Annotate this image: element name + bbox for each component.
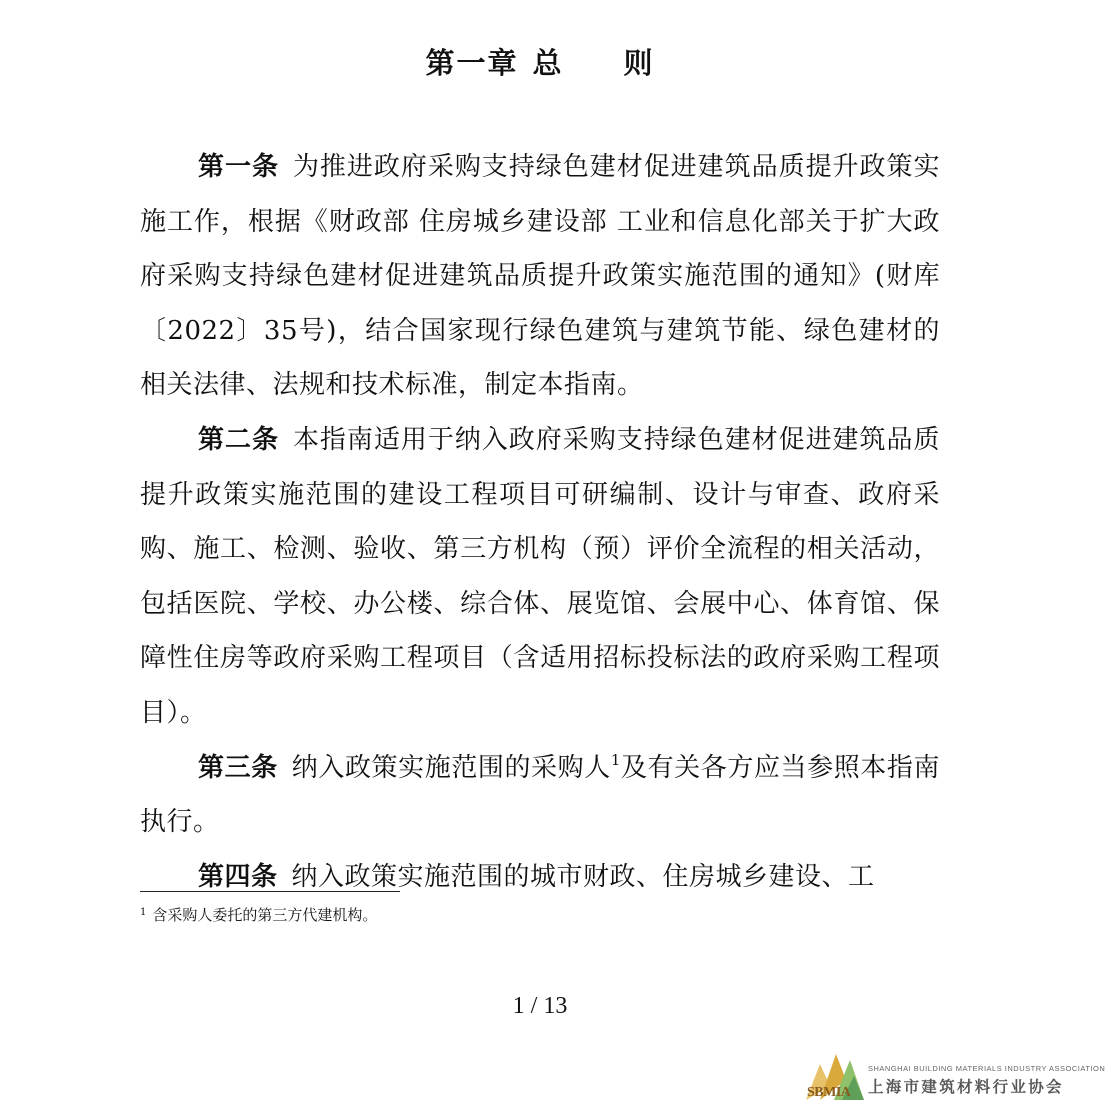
footnote (140, 904, 377, 926)
association-watermark (806, 1050, 1105, 1106)
chapter-number: 第一章 (425, 46, 519, 80)
article-text: 本指南适用于纳入政府采购支持绿色建材促进建筑品质提升政策实施范围的建设工程项目可研编制、设计与审查、政府采购、施工、检测、验收、第三方机构（预）评价全流程的相关活动，包括医院、学校、办公楼、综合体、展览馆、会展中心、体育馆、保障性住房等政府采购工程项目（含适用招标投标法的政府采购工程项目）。 (140, 424, 940, 728)
watermark-chinese-name: 上海市建筑材料行业协会 (868, 1078, 1064, 1096)
article-text: 纳入政策实施范围的采购人 (291, 752, 611, 783)
article-text: 及有关各方应当参照本指南执行。 (140, 752, 940, 838)
body-text (140, 140, 940, 904)
article-number: 第二条 (198, 424, 279, 455)
article-1 (140, 140, 940, 413)
article-3 (140, 741, 940, 850)
footnote-reference[interactable]: 1 (610, 750, 621, 769)
page-number: 1 / 13 (512, 993, 568, 1019)
article-text: 纳入政策实施范围的城市财政、住房城乡建设、工 (291, 861, 875, 892)
watermark-english-name: SHANGHAI BUILDING MATERIALS INDUSTRY ASSOCIATION (868, 1064, 1105, 1073)
article-number: 第三条 (198, 752, 278, 783)
article-text: 为推进政府采购支持绿色建材促进建筑品质提升政策实施工作，根据《财政部 住房城乡建设部 工业和信息化部关于扩大政府采购支持绿色建材促进建筑品质提升政策实施范围的通知》(财库〔2022〕35号)，结合国家现行绿色建筑与建筑节能、绿色建材的相关法律、法规和技术标准，制定本指南。 (140, 152, 940, 401)
footnote-marker: 1 (140, 907, 147, 918)
chapter-title-part1: 总 (532, 46, 564, 80)
svg-text:SBMIA: SBMIA (807, 1085, 851, 1100)
chapter-title-part2: 则 (623, 46, 655, 80)
footnote-divider (140, 891, 400, 892)
sbmia-logo-icon (806, 1050, 864, 1104)
article-4 (140, 850, 940, 905)
footnote-text: 含采购人委托的第三方代建机构。 (152, 906, 378, 924)
article-number: 第四条 (198, 861, 278, 892)
chapter-title (0, 40, 1080, 86)
article-2 (140, 413, 940, 741)
article-number: 第一条 (198, 152, 279, 182)
